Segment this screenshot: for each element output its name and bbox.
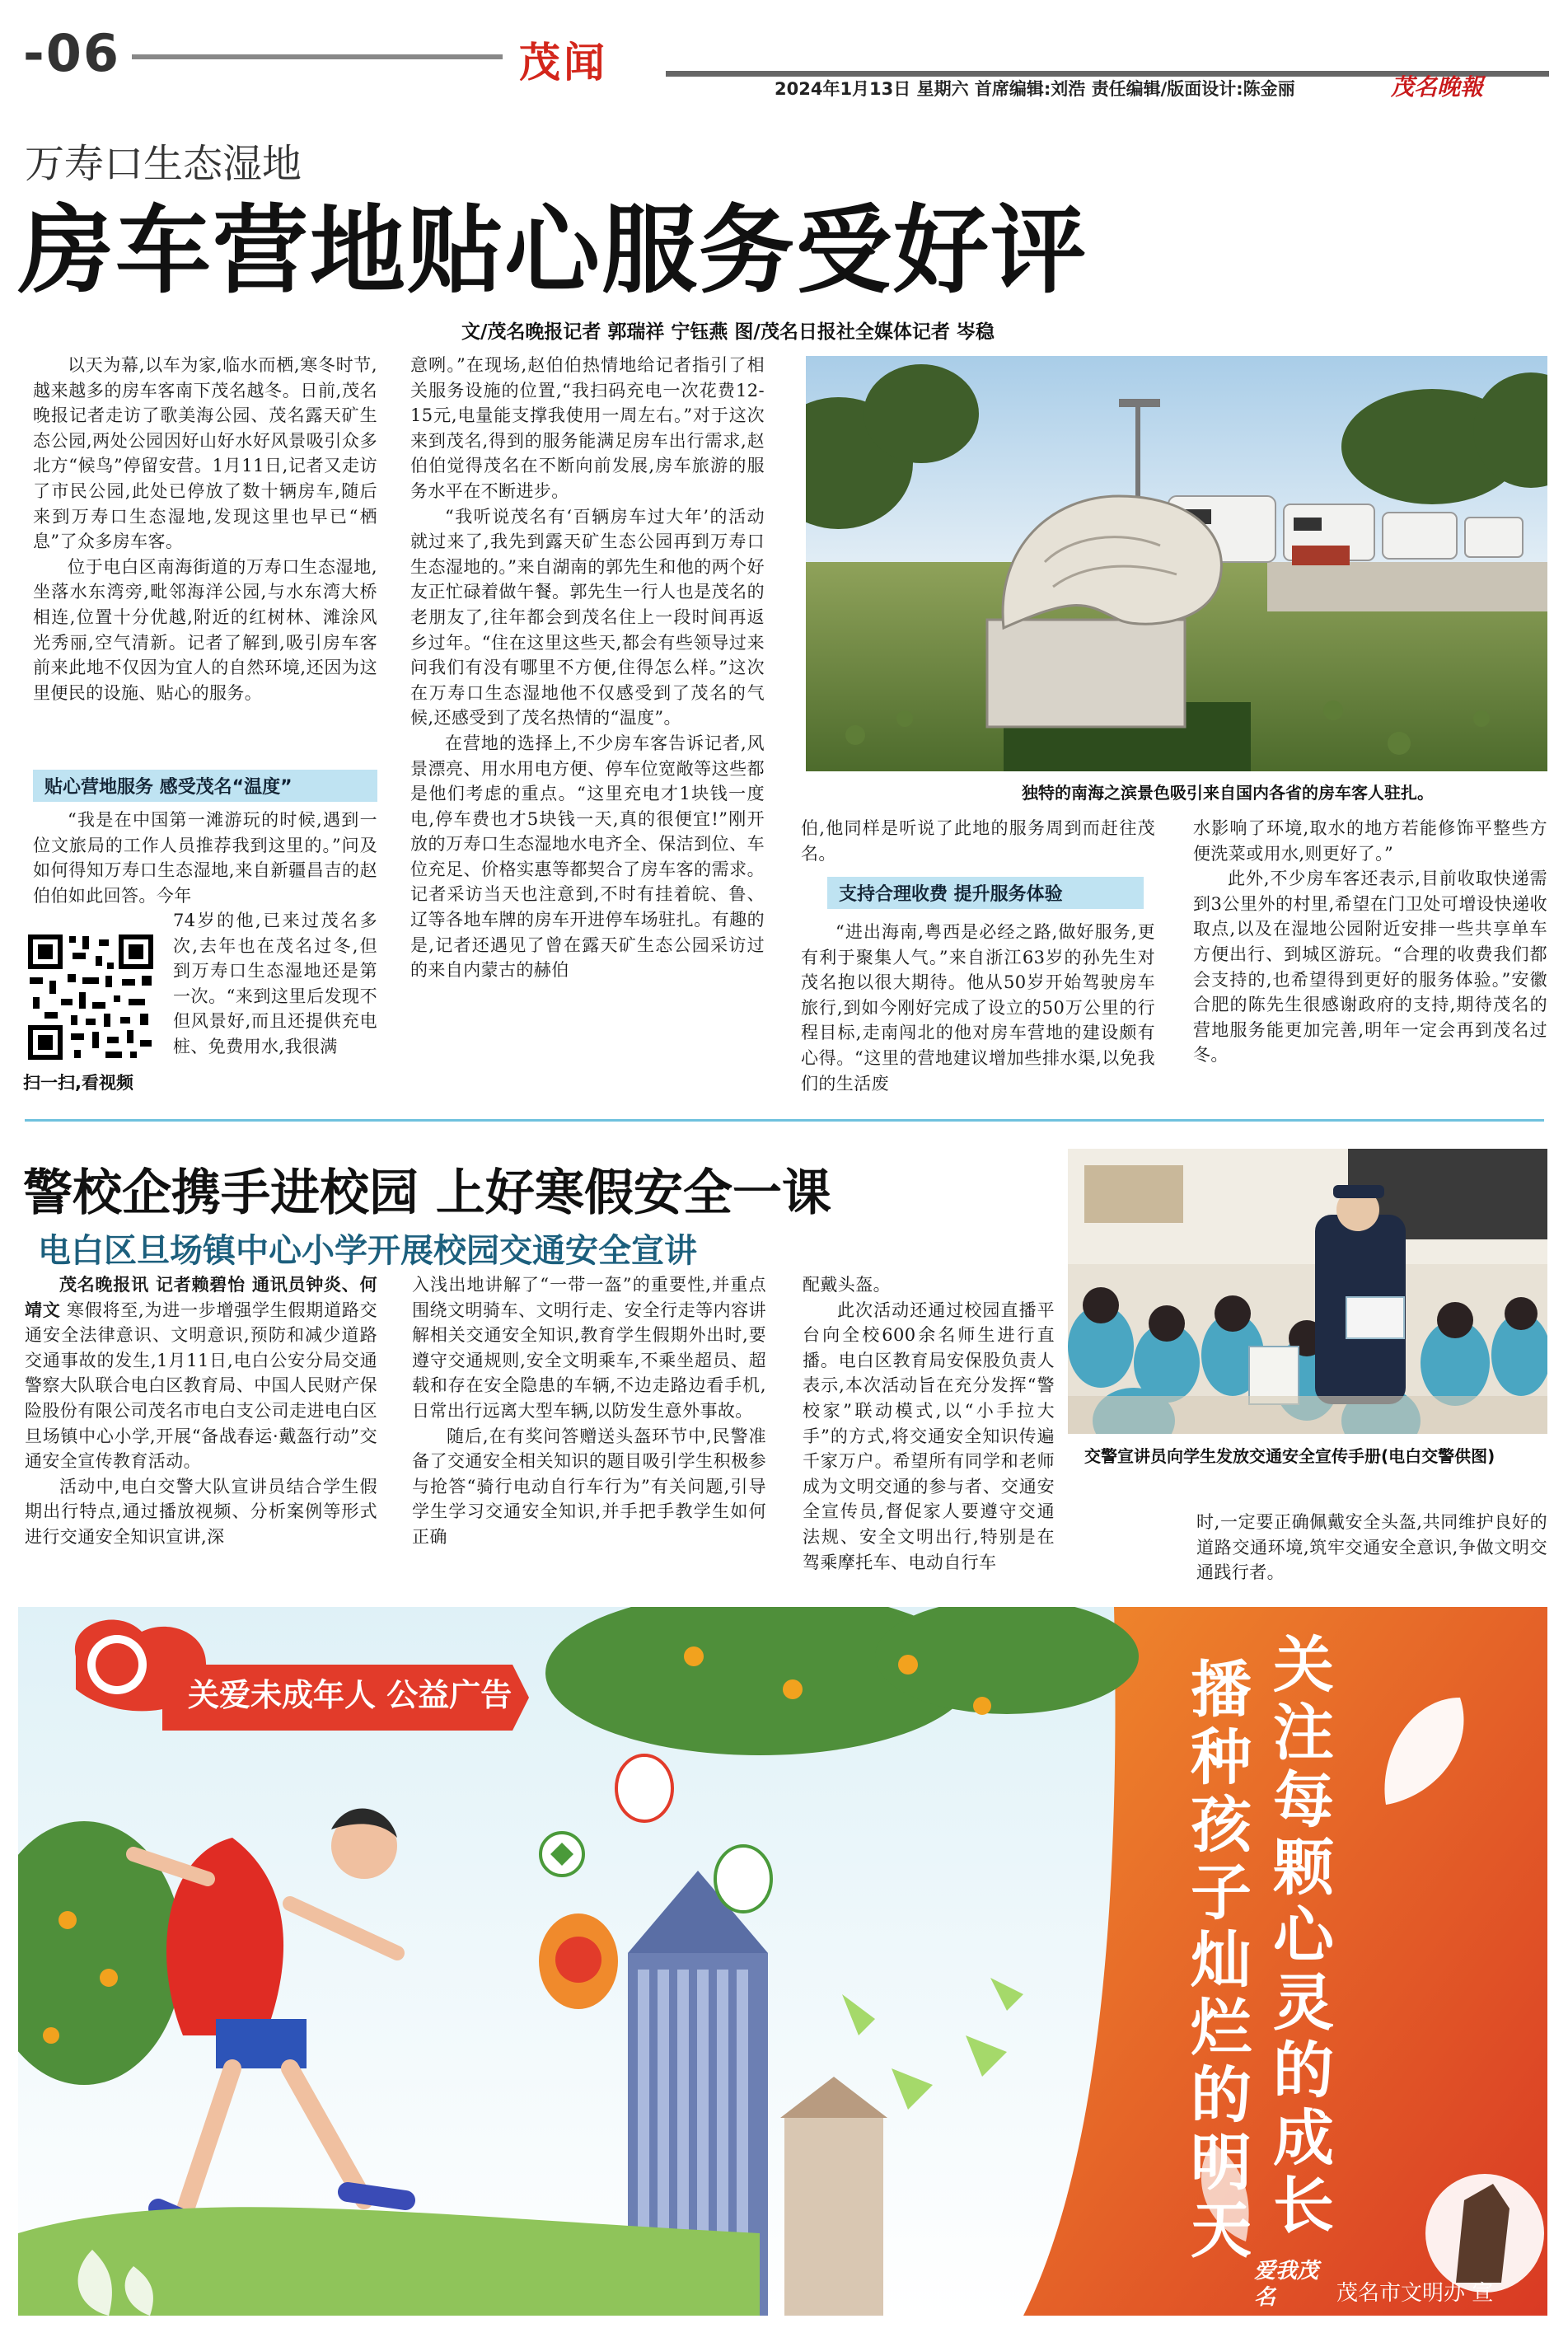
qr-label: 扫一扫,看视频 bbox=[23, 1073, 133, 1093]
paragraph: 入浅出地讲解了“一带一盔”的重要性,并重点围绕文明骑车、文明行走、安全行走等内容讲解相关交通安全知识,教育学生假期外出时,要遵守交通规则,安全文明乘车,不乘坐超员、超载和存在安全隐患的车辆,不边走路边看手机,日常出行远离大型车辆,以防发生意外事故。 bbox=[412, 1275, 766, 1421]
paragraph: “我听说茂名有‘百辆房车过大年’的活动就过来了,我先到露天矿生态公园再到万寿口生态湿地的。”来自湖南的郭先生和他的两个好友正忙碌着做午餐。郭先生一行人也是茂名的老朋友了,往年都会到茂名住上一段时间再返乡过年。“住在这里这些天,都会有些领导过来问我们有没有哪里不方便,住得怎么样。”这次在万寿口生态湿地他不仅感受到了茂名的气候,还感受到了茂名热情的“温度”。 bbox=[410, 506, 765, 728]
article2-byline: 茂名晚报讯 记者赖碧怡 通讯员钟炎、何靖文 bbox=[25, 1275, 377, 1320]
article1-col1 bbox=[33, 353, 377, 705]
article1-kicker: 万寿口生态湿地 bbox=[25, 141, 302, 187]
section-name: 茂闻 bbox=[519, 38, 608, 87]
qr-code[interactable] bbox=[25, 931, 157, 1063]
dateline: 2024年1月13日 星期六 首席编辑:刘浩 责任编辑/版面设计:陈金丽 bbox=[775, 79, 1295, 99]
traffic-photo-caption: 交警宣讲员向学生发放交通安全宣传手册(电白交警供图) bbox=[1084, 1446, 1495, 1466]
article1-col1b bbox=[33, 808, 377, 908]
paper-logo: 茂名晚報 bbox=[1391, 73, 1484, 101]
article1-col2 bbox=[410, 353, 765, 983]
paragraph: 配戴头盔。 bbox=[803, 1275, 891, 1295]
ad-footer-logo: 爱我茂名 bbox=[1254, 2259, 1319, 2310]
paragraph: 水影响了环境,取水的地方若能修饰平整些方便洗菜或用水,则更好了。” bbox=[1193, 818, 1547, 864]
ad-footer-credit: 茂名市文明办 宣 bbox=[1336, 2281, 1494, 2306]
paragraph: 随后,在有奖问答赠送头盔环节中,民警准备了交通安全相关知识的题目吸引学生积极参与抢答“骑行电动自行车行为”有关问题,引导学生学习交通安全知识,并手把手教学生如何正确 bbox=[412, 1426, 766, 1547]
paragraph: 意咧。”在现场,赵伯伯热情地给记者指引了相关服务设施的位置,“我扫码充电一次花费12-15元,电量能支撑我使用一周左右。”对于这次来到茂名,得到的服务能满足房车出行需求,赵伯伯觉得茂名在不断向前发展,房车旅游的服务水平在不断进步。 bbox=[410, 355, 765, 501]
traffic-safety-photo bbox=[1068, 1149, 1547, 1434]
article2-subheadline: 电白区旦场镇中心小学开展校园交通安全宣讲 bbox=[38, 1232, 697, 1270]
paragraph: 在营地的选择上,不少房车客告诉记者,风景漂亮、用水用电方便、停车位宽敞等这些都是他们考虑的重点。“这里充电才1块钱一度电,停车费也才5块钱一天,真的很便宜!”刚开放的万寿口生态湿地水电齐全、保洁到位、车位充足、价格实惠等都契合了房车客的需求。记者采访当天也注意到,不时有挂着皖、鲁、辽等各地车牌的房车开进停车场驻扎。有趣的是,记者还遇见了曾在露天矿生态公园采访过的来自内蒙古的赫伯 bbox=[410, 733, 765, 981]
paragraph: 此外,不少房车客还表示,目前收取快递需到3公里外的村里,希望在门卫处可增设快递收取点,以及在湿地公园附近安排一些共享单车方便出行、到城区游玩。“合理的收费我们都会支持的,也希望得到更好的服务体验。”安徽合肥的陈先生很感谢政府的支持,期待茂名的营地服务能更加完善,明年一定会再到茂名过冬。 bbox=[1193, 869, 1547, 1066]
paragraph: 寒假将至,为进一步增强学生假期道路交通安全法律意识、文明意识,预防和减少道路交通事故的发生,1月11日,电白公安分局交通警察大队联合电白区教育局、中国人民财产保险股份有限公司茂名市电白支公司走进电白区旦场镇中心小学,开展“备战春运·戴盔行动”交通安全宣传教育活动。 bbox=[25, 1300, 377, 1472]
rv-camp-photo bbox=[806, 356, 1547, 771]
subhead: 支持合理收费 提升服务体验 bbox=[827, 877, 1144, 909]
paragraph: 时,一定要正确佩戴安全头盔,共同维护良好的道路交通环境,筑牢交通安全意识,争做文明交通践行者。 bbox=[1196, 1512, 1547, 1583]
page-number: -06 bbox=[23, 23, 121, 83]
ad-slogan-col1: 关注每颗心灵的成长 bbox=[1273, 1630, 1334, 2241]
paragraph: 以天为幕,以车为家,临水而栖,寒冬时节,越来越多的房车客南下茂名越冬。日前,茂名晚报记者走访了歌美海公园、茂名露天矿生态公园,两处公园因好山好水好风景吸引众多北方“候鸟”停留安营。1月11日,记者又走访了市民公园,此处已停放了数十辆房车,随后来到万寿口生态湿地,发现这里也早已“栖息”了众多房车客。 bbox=[33, 355, 377, 552]
ad-slogan-col2: 播种孩子灿烂的明天 bbox=[1191, 1655, 1252, 2266]
public-service-ad bbox=[18, 1607, 1547, 2316]
paragraph: “我是在中国第一滩游玩的时候,遇到一位文旅局的工作人员推荐我到这里的。”问及如何得知万寿口生态湿地,来自新疆昌吉的赵伯伯如此回答。今年 bbox=[33, 810, 377, 906]
ad-banner-text: 关爱未成年人 公益广告 bbox=[188, 1677, 513, 1713]
paragraph: 此次活动还通过校园直播平台向全校600余名师生进行直播。电白区教育局安保股负责人表示,本次活动旨在充分发挥“警校家”联动模式,以“小手拉大手”的方式,将交通安全知识传遍千家万户。希望所有同学和老师成为文明交通的参与者、交通安全宣传员,督促家人要遵守交通法规、安全文明出行,特别是在驾乘摩托车、电动自行车 bbox=[803, 1300, 1055, 1572]
paragraph: 活动中,电白交警大队宣讲员结合学生假期出行特点,通过播放视频、分析案例等形式进行交通安全知识宣讲,深 bbox=[25, 1476, 377, 1547]
article1-headline: 房车营地贴心服务受好评 bbox=[18, 195, 1088, 307]
paragraph: “进出海南,粤西是必经之路,做好服务,更有利于聚集人气。”来自浙江63岁的孙先生对茂名抱以很大期待。他从50岁开始驾驶房车旅行,到如今刚好完成了设立的50万公里的行程目标,走南闯北的他对房车营地的建设颇有心得。“这里的营地建议增加些排水渠,以免我们的生活废 bbox=[801, 922, 1155, 1094]
subhead: 贴心营地服务 感受茂名“温度” bbox=[33, 770, 377, 802]
article2-col1 bbox=[25, 1272, 377, 1550]
article1-col4 bbox=[1193, 816, 1547, 1068]
paragraph: 位于电白区南海街道的万寿口生态湿地,坐落水东湾旁,毗邻海洋公园,与水东湾大桥相连,位置十分优越,附近的红树林、滩涂风光秀丽,空气清新。记者了解到,吸引房车客前来此地不仅因为宜人的自然环境,还因为这里便民的设施、贴心的服务。 bbox=[33, 556, 377, 703]
header-left-rule bbox=[132, 54, 503, 59]
article2-col4 bbox=[1196, 1510, 1547, 1586]
article2-col3 bbox=[803, 1272, 1055, 1575]
section-divider bbox=[25, 1119, 1544, 1122]
rv-photo-caption: 独特的南海之滨景色吸引来自国内各省的房车客人驻扎。 bbox=[1022, 783, 1434, 803]
article1-byline: 文/茂名晚报记者 郭瑞祥 宁钰燕 图/茂名日报社全媒体记者 岑稳 bbox=[461, 321, 995, 343]
article2-headline: 警校企携手进校园 上好寒假安全一课 bbox=[23, 1164, 831, 1222]
article1-col3b bbox=[801, 920, 1155, 1096]
article2-col2 bbox=[412, 1272, 766, 1550]
article1-col1c bbox=[173, 908, 377, 1060]
paragraph: 伯,他同样是听说了此地的服务周到而赶往茂名。 bbox=[801, 818, 1155, 864]
paragraph: 74岁的他,已来过茂名多次,去年也在茂名过冬,但到万寿口生态湿地还是第一次。“来到这里后发现不但风景好,而且还提供充电桩、免费用水,我很满 bbox=[173, 911, 377, 1056]
article1-col3 bbox=[801, 816, 1155, 866]
